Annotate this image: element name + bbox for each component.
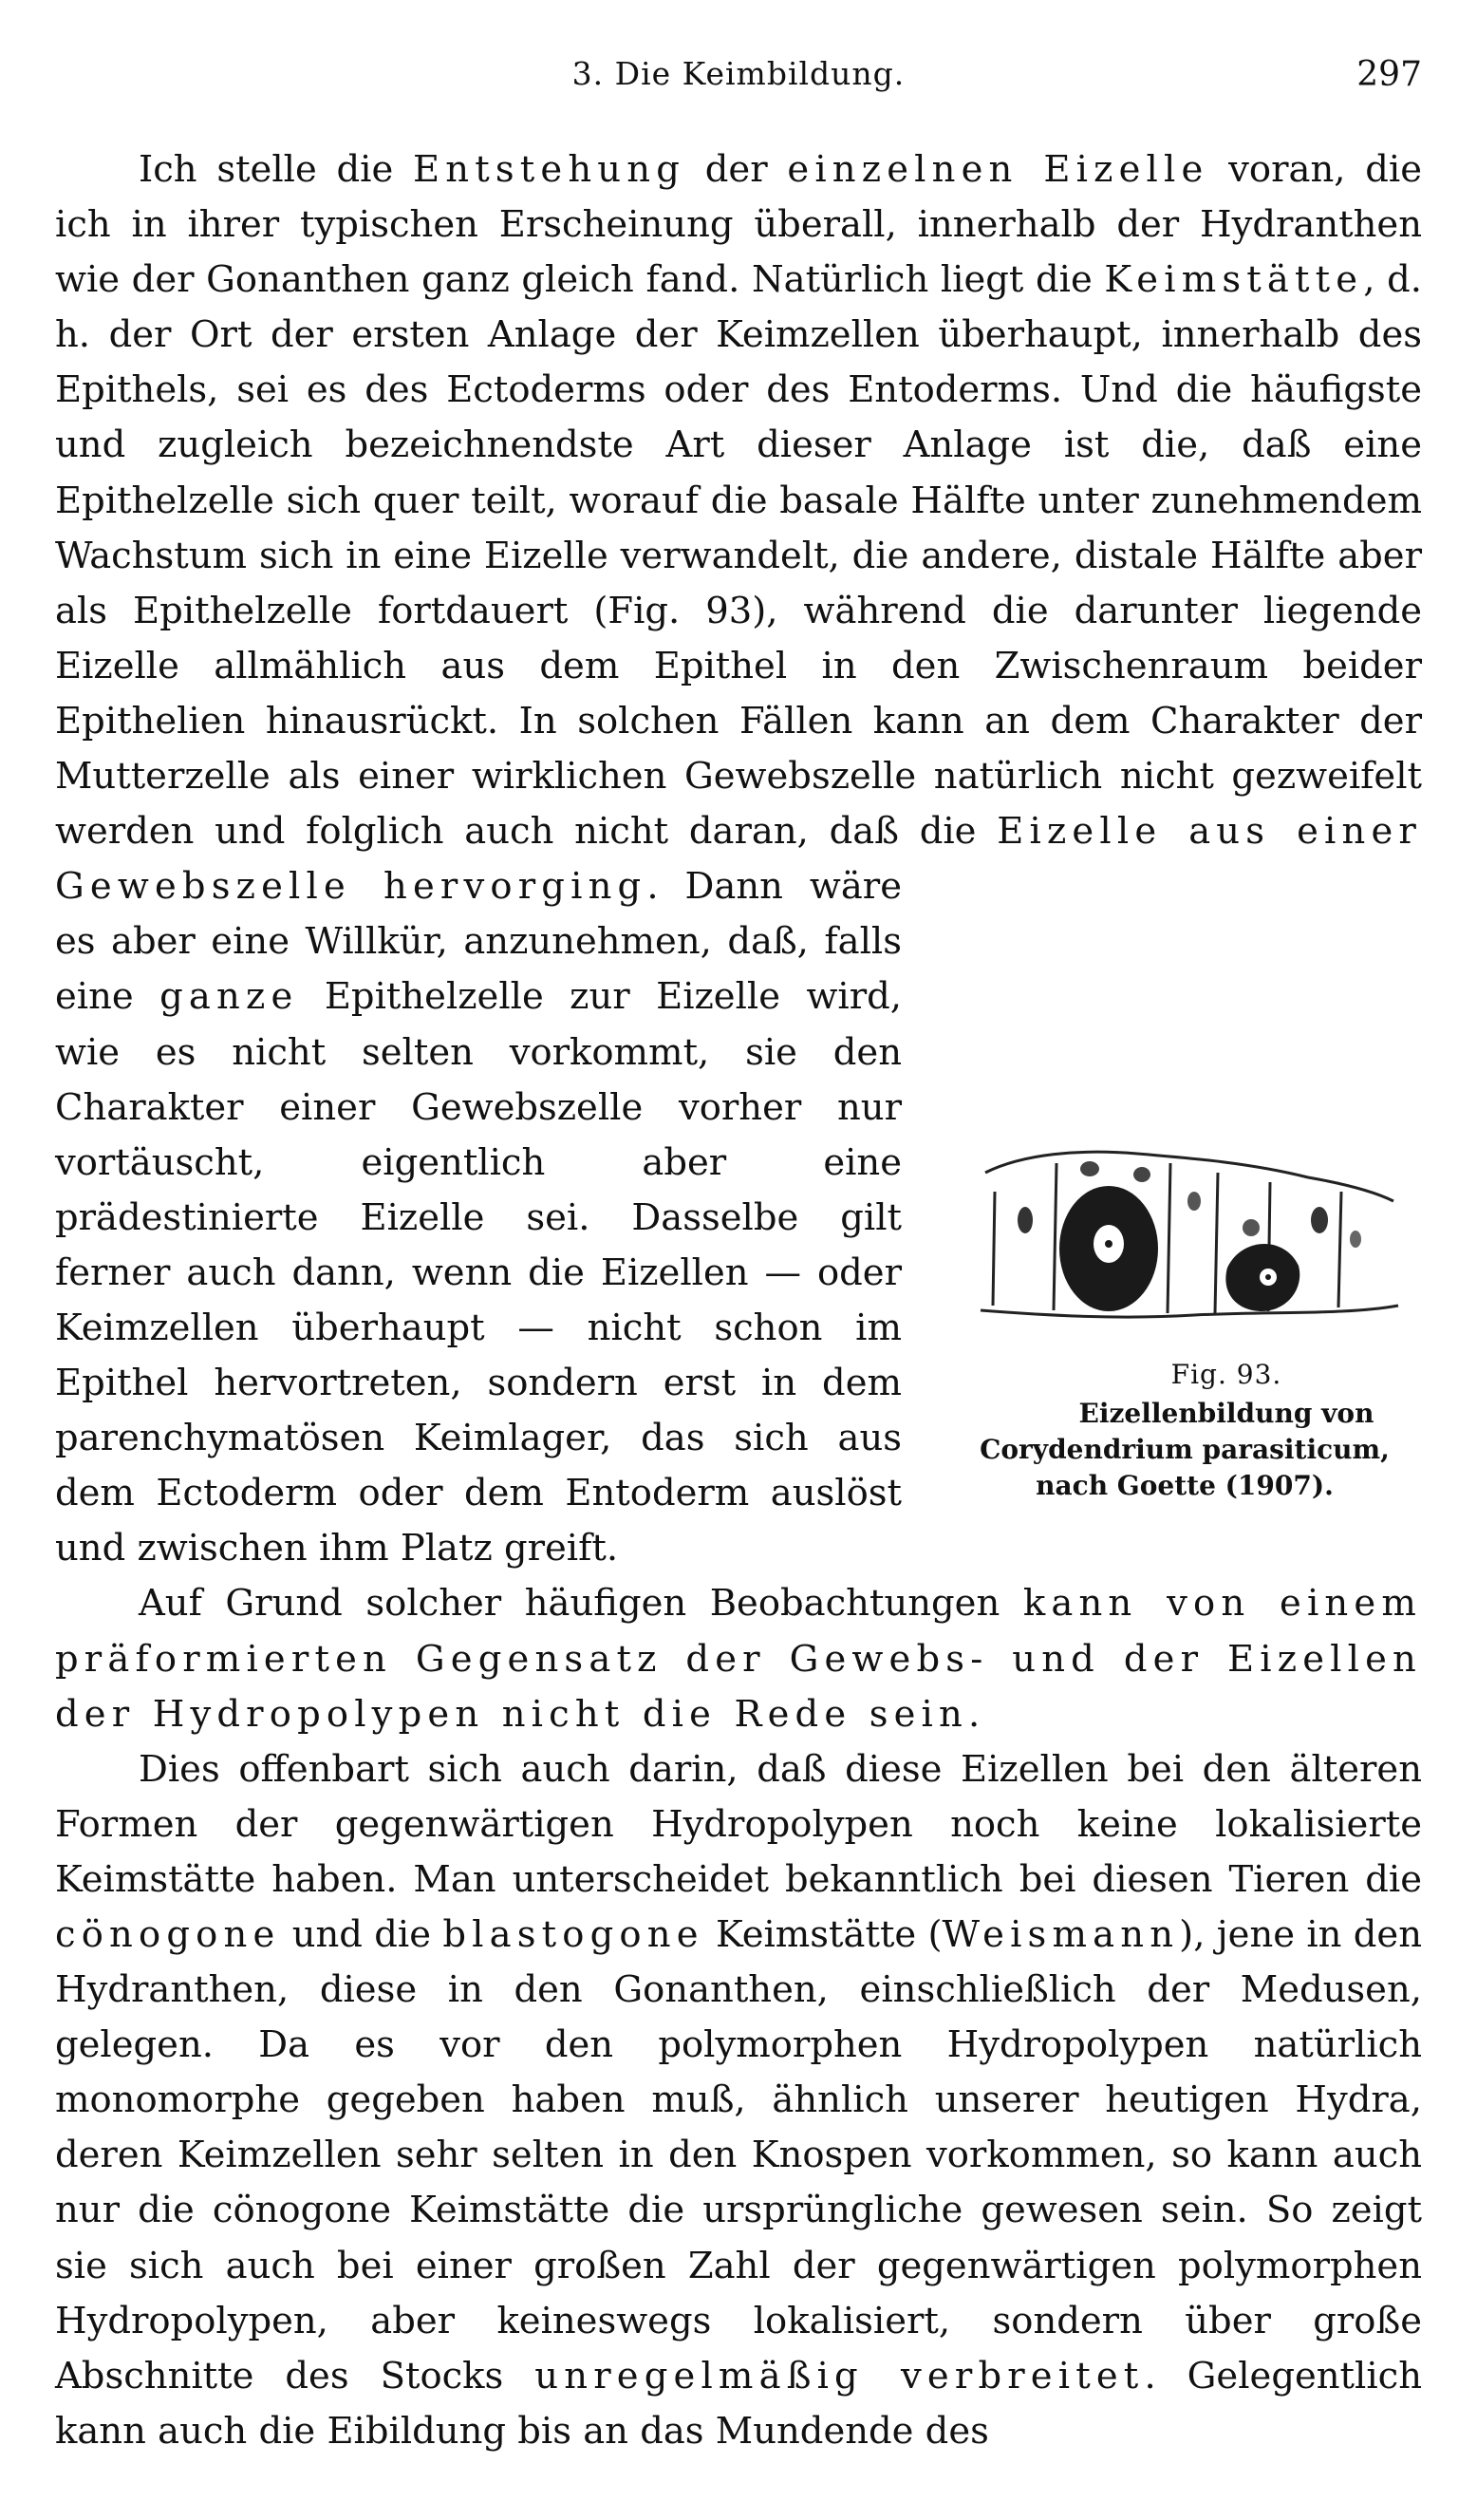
text-run: Auf Grund solcher häufigen Beobachtungen (139, 1582, 1023, 1626)
figure-label: Fig. 93. (1170, 1359, 1282, 1391)
paragraph-2 (55, 1576, 1422, 1741)
paragraph-3 (55, 1742, 1422, 2459)
page-number: 297 (1356, 55, 1422, 94)
text-run: Ich stelle die (139, 148, 413, 191)
body-text (55, 142, 1422, 2459)
spaced-emphasis: kann von einem präformierten Gegensatz der Gewebs- und der Eizellen der Hydropolypen nicht die Rede sein (55, 1582, 1423, 1736)
text-run: . (967, 1692, 981, 1736)
text-run: Dies offenbart sich auch darin, daß diese Eizellen bei den älteren Formen der gegenwärtigen Hydropolypen noch keine lokalisierte Keimstätte haben. Man unterscheidet bekanntlich bei diesen Tieren die (55, 1747, 1422, 1901)
spaced-emphasis: unregelmäßig verbreitet (534, 2354, 1145, 2398)
text-run: . Dann wäre es aber eine Willkür, anzunehmen, daß, falls eine (55, 865, 902, 1019)
epithelium-cells-illustration-icon (966, 1125, 1403, 1329)
text-run: und die (280, 1913, 443, 1956)
spaced-emphasis: blastogone (442, 1913, 704, 1956)
spaced-emphasis: cönogone (55, 1913, 281, 1956)
spaced-emphasis: Eizelle aus einer Gewebszelle hervorging (55, 810, 1422, 909)
page-header (55, 55, 1422, 103)
spaced-emphasis: Weismann (942, 1913, 1180, 1956)
text-run: , d. h. der Ort der ersten Anlage der Keimzellen überhaupt, innerhalb des Epithels, sei es des Ectoderms oder des Entoderms. Und die häufigste und zugleich bezeichnendste Art dieser Anlage ist die, daß eine Epithelzelle sich quer teilt, worauf die basale Hälfte unter zunehmendem Wachstum sich in eine Eizelle verwandelt, die andere, distale Hälfte aber als Epithelzelle fortdauert (Fig. 93), während die darunter liegende Eizelle allmählich aus dem Epithel in den Zwischenraum beider Epithelien hinausrückt. In solchen Fällen kann an dem Charakter der Mutterzelle als einer wirklichen Gewebszelle natürlich nicht gezweifelt werden und folglich auch nicht daran, daß die (55, 258, 1422, 854)
spaced-emphasis: ganze (159, 975, 299, 1019)
text-run: Epithelzelle zur Eizelle wird, wie es nicht selten vorkommt, sie den Charakter einer Gewebszelle vorher nur vortäuscht, eigentlich aber eine prädestinierte Eizelle sei. Dasselbe gilt ferner auch dann, wenn die Eizellen — oder Keimzellen überhaupt — nicht schon im Epithel hervortreten, sondern erst in dem parenchymatösen Keimlager, das sich aus dem Ectoderm oder dem Entoderm auslöst und zwischen ihm Platz greift. (55, 975, 902, 1570)
text-run: ), jene in den Hydranthen, diese in den Gonanthen, einschließlich der Medusen, gelegen. Da es vor den polymorphen Hydropolypen natürlich monomorphe gegeben haben muß, ähnlich unserer heutigen Hydra, deren Keimzellen sehr selten in den Knospen vorkommen, so kann auch nur die cönogone Keimstätte die ursprüngliche gewesen sein. So zeigt sie sich auch bei einer großen Zahl der gegenwärtigen polymorphen Hydropolypen, aber keineswegs lokalisiert, sondern über große Abschnitte des Stocks (55, 1913, 1422, 2398)
text-run: Keimstätte ( (703, 1913, 943, 1956)
spaced-emphasis: einzelnen Eizelle (787, 148, 1209, 191)
spaced-emphasis: Entstehung (413, 148, 686, 191)
figure-caption: Eizellenbildung von Corydendrium parasiticum, nach Goette (1907). (980, 1398, 1390, 1502)
spaced-emphasis: Keimstätte (1104, 258, 1364, 302)
paragraph-1 (55, 142, 1422, 1576)
figure-93 (947, 1125, 1422, 1504)
text-run: der (685, 148, 788, 191)
text-run: . Gelegentlich kann auch die Eibildung bis an das Mundende des (55, 2354, 1422, 2453)
text-run: voran, die ich in ihrer typischen Erscheinung überall, innerhalb der Hydranthen wie der Gonanthen ganz gleich fand. Natürlich liegt die (55, 148, 1422, 302)
running-head: 3. Die Keimbildung. (571, 55, 906, 92)
